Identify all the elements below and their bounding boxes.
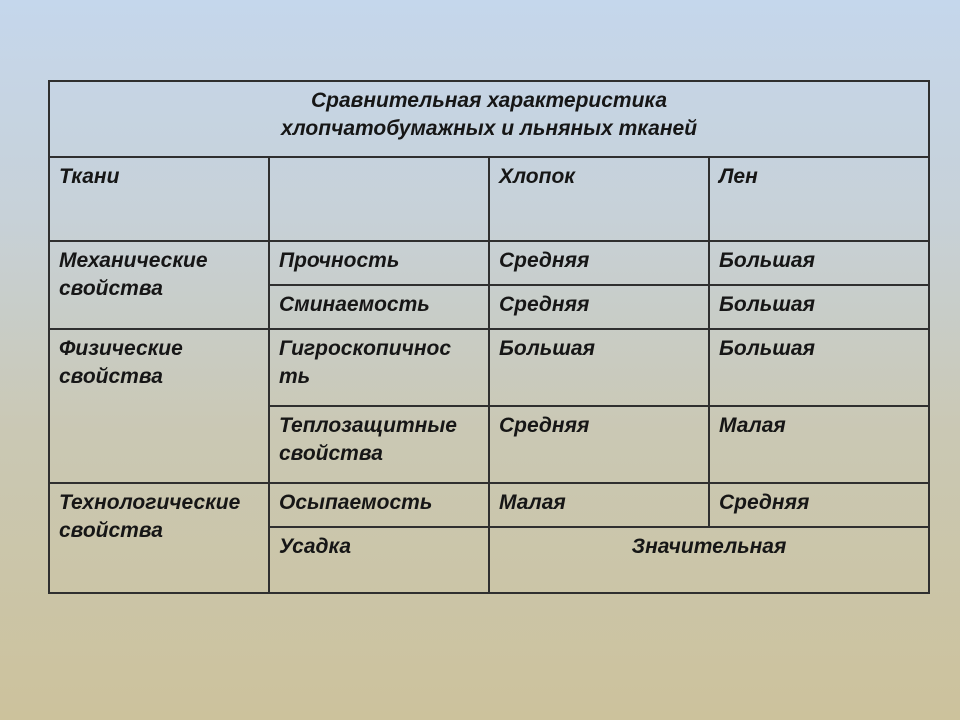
group-mechanical: Механические свойства: [49, 241, 269, 329]
table-title-line-1: Сравнительная характеристика: [310, 89, 667, 112]
property-cell: Гигроскопичнос ть: [269, 329, 489, 406]
table-title-line-2: хлопчатобумажных и льняных тканей: [280, 117, 698, 140]
linen-cell: Большая: [709, 241, 929, 285]
property-cell: Прочность: [269, 241, 489, 285]
table-title-row: [49, 81, 929, 157]
cotton-cell: Малая: [489, 483, 709, 527]
header-row: [49, 157, 929, 241]
table-row: [49, 241, 929, 285]
merged-value-cell: Значительная: [489, 527, 929, 593]
comparison-table: [48, 80, 930, 594]
property-cell: Сминаемость: [269, 285, 489, 329]
cotton-cell: Средняя: [489, 241, 709, 285]
linen-cell: Большая: [709, 329, 929, 406]
group-technological: Технологические свойства: [49, 483, 269, 593]
property-cell: Усадка: [269, 527, 489, 593]
linen-cell: Средняя: [709, 483, 929, 527]
cotton-cell: Средняя: [489, 406, 709, 483]
property-cell: Теплозащитные свойства: [269, 406, 489, 483]
table-title: [49, 81, 929, 157]
group-physical: Физические свойства: [49, 329, 269, 483]
linen-cell: Малая: [709, 406, 929, 483]
linen-cell: Большая: [709, 285, 929, 329]
table-row: [49, 329, 929, 406]
header-linen: Лен: [709, 157, 929, 241]
cotton-cell: Большая: [489, 329, 709, 406]
property-cell: Осыпаемость: [269, 483, 489, 527]
cotton-cell: Средняя: [489, 285, 709, 329]
header-fabrics: Ткани: [49, 157, 269, 241]
header-cotton: Хлопок: [489, 157, 709, 241]
table-row: [49, 483, 929, 527]
header-property: [269, 157, 489, 241]
